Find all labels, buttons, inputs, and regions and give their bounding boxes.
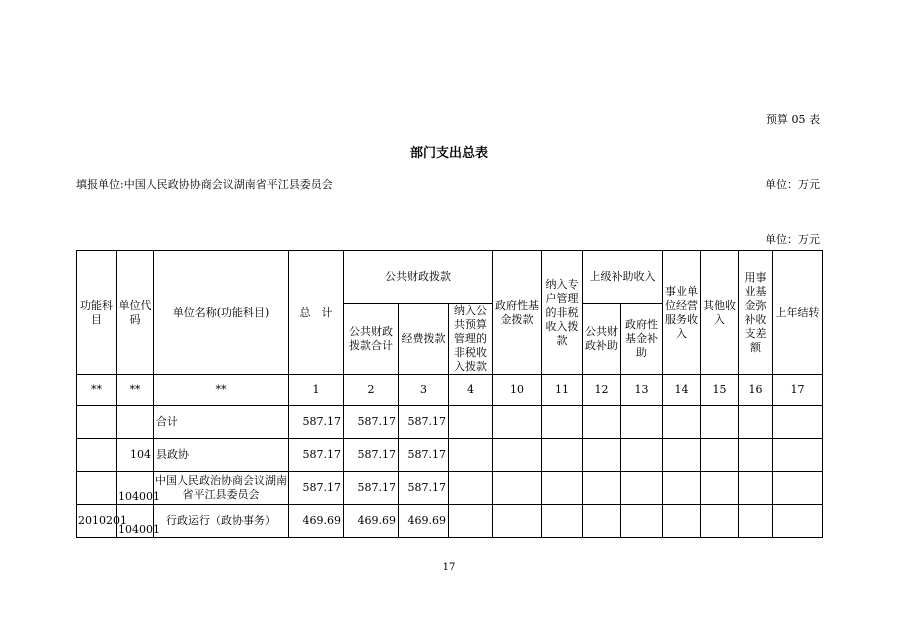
index-cell: 2 (344, 375, 399, 406)
table-row (77, 439, 823, 472)
pf-total-cell: 587.17 (344, 472, 399, 505)
header-non-tax: 纳入公共预算管理的非税收入拨款 (449, 304, 493, 375)
header-row-1 (77, 251, 823, 304)
unit-label-top: 单位：万元 (765, 178, 820, 191)
total-cell: 469.69 (289, 505, 344, 538)
index-cell: 10 (493, 375, 542, 406)
unit-code-cell: 104001 (117, 505, 154, 538)
table-row (77, 505, 823, 538)
header-public-finance: 公共财政拨款 (344, 251, 493, 304)
expenditure-table (76, 250, 823, 538)
index-cell: 14 (663, 375, 701, 406)
table-row (77, 472, 823, 505)
index-cell: ** (77, 375, 117, 406)
form-number: 预算 05 表 (766, 113, 820, 126)
index-cell: ** (154, 375, 289, 406)
func-code-cell: 2010201 (77, 505, 117, 538)
header-other-income: 其他收入 (701, 251, 739, 375)
header-unit-name: 单位名称(功能科目) (154, 251, 289, 375)
unit-name-cell: 合计 (154, 406, 289, 439)
document-title: 部门支出总表 (409, 146, 488, 161)
header-us-public: 公共财政补助 (583, 304, 621, 375)
unit-code-cell: 104001 (117, 472, 154, 505)
pf-operating-cell: 469.69 (399, 505, 449, 538)
header-service-income: 事业单位经营服务收入 (663, 251, 701, 375)
table-row (77, 406, 823, 439)
header-gov-fund: 政府性基金拨款 (493, 251, 542, 375)
index-cell: 1 (289, 375, 344, 406)
unit-name-cell: 中国人民政治协商会议湖南省平江县委员会 (154, 472, 289, 505)
index-row (77, 375, 823, 406)
index-cell: 17 (773, 375, 823, 406)
pf-total-cell: 587.17 (344, 406, 399, 439)
unit-name-cell: 行政运行（政协事务） (154, 505, 289, 538)
index-cell: 12 (583, 375, 621, 406)
header-upper-subsidy: 上级补助收入 (583, 251, 663, 304)
header-us-fund: 政府性基金补助 (621, 304, 663, 375)
pf-total-cell: 469.69 (344, 505, 399, 538)
index-cell: 16 (739, 375, 773, 406)
header-pf-operating: 经费拨款 (399, 304, 449, 375)
header-func-code: 功能科目 (77, 251, 117, 375)
filler-unit-label: 填报单位:中国人民政协协商会议湖南省平江县委员会 (76, 178, 333, 191)
index-cell: 15 (701, 375, 739, 406)
func-code-cell (77, 472, 117, 505)
unit-code-cell (117, 406, 154, 439)
header-total: 总 计 (289, 251, 344, 375)
pf-total-cell: 587.17 (344, 439, 399, 472)
index-cell: 4 (449, 375, 493, 406)
header-carryover: 上年结转 (773, 251, 823, 375)
header-pf-total: 公共财政拨款合计 (344, 304, 399, 375)
total-cell: 587.17 (289, 439, 344, 472)
unit-label-table: 单位：万元 (765, 233, 820, 246)
unit-name-cell: 县政协 (154, 439, 289, 472)
header-unit-code: 单位代码 (117, 251, 154, 375)
pf-operating-cell: 587.17 (399, 406, 449, 439)
func-code-cell (77, 406, 117, 439)
index-cell: 13 (621, 375, 663, 406)
func-code-cell (77, 439, 117, 472)
pf-operating-cell: 587.17 (399, 439, 449, 472)
header-fund-offset: 用事业基金弥补收支差额 (739, 251, 773, 375)
page-number: 17 (442, 562, 456, 573)
index-cell: 3 (399, 375, 449, 406)
index-cell: ** (117, 375, 154, 406)
header-special-non-tax: 纳入专户管理的非税收入拨款 (542, 251, 583, 375)
unit-code-cell: 104 (117, 439, 154, 472)
index-cell: 11 (542, 375, 583, 406)
total-cell: 587.17 (289, 406, 344, 439)
total-cell: 587.17 (289, 472, 344, 505)
pf-operating-cell: 587.17 (399, 472, 449, 505)
